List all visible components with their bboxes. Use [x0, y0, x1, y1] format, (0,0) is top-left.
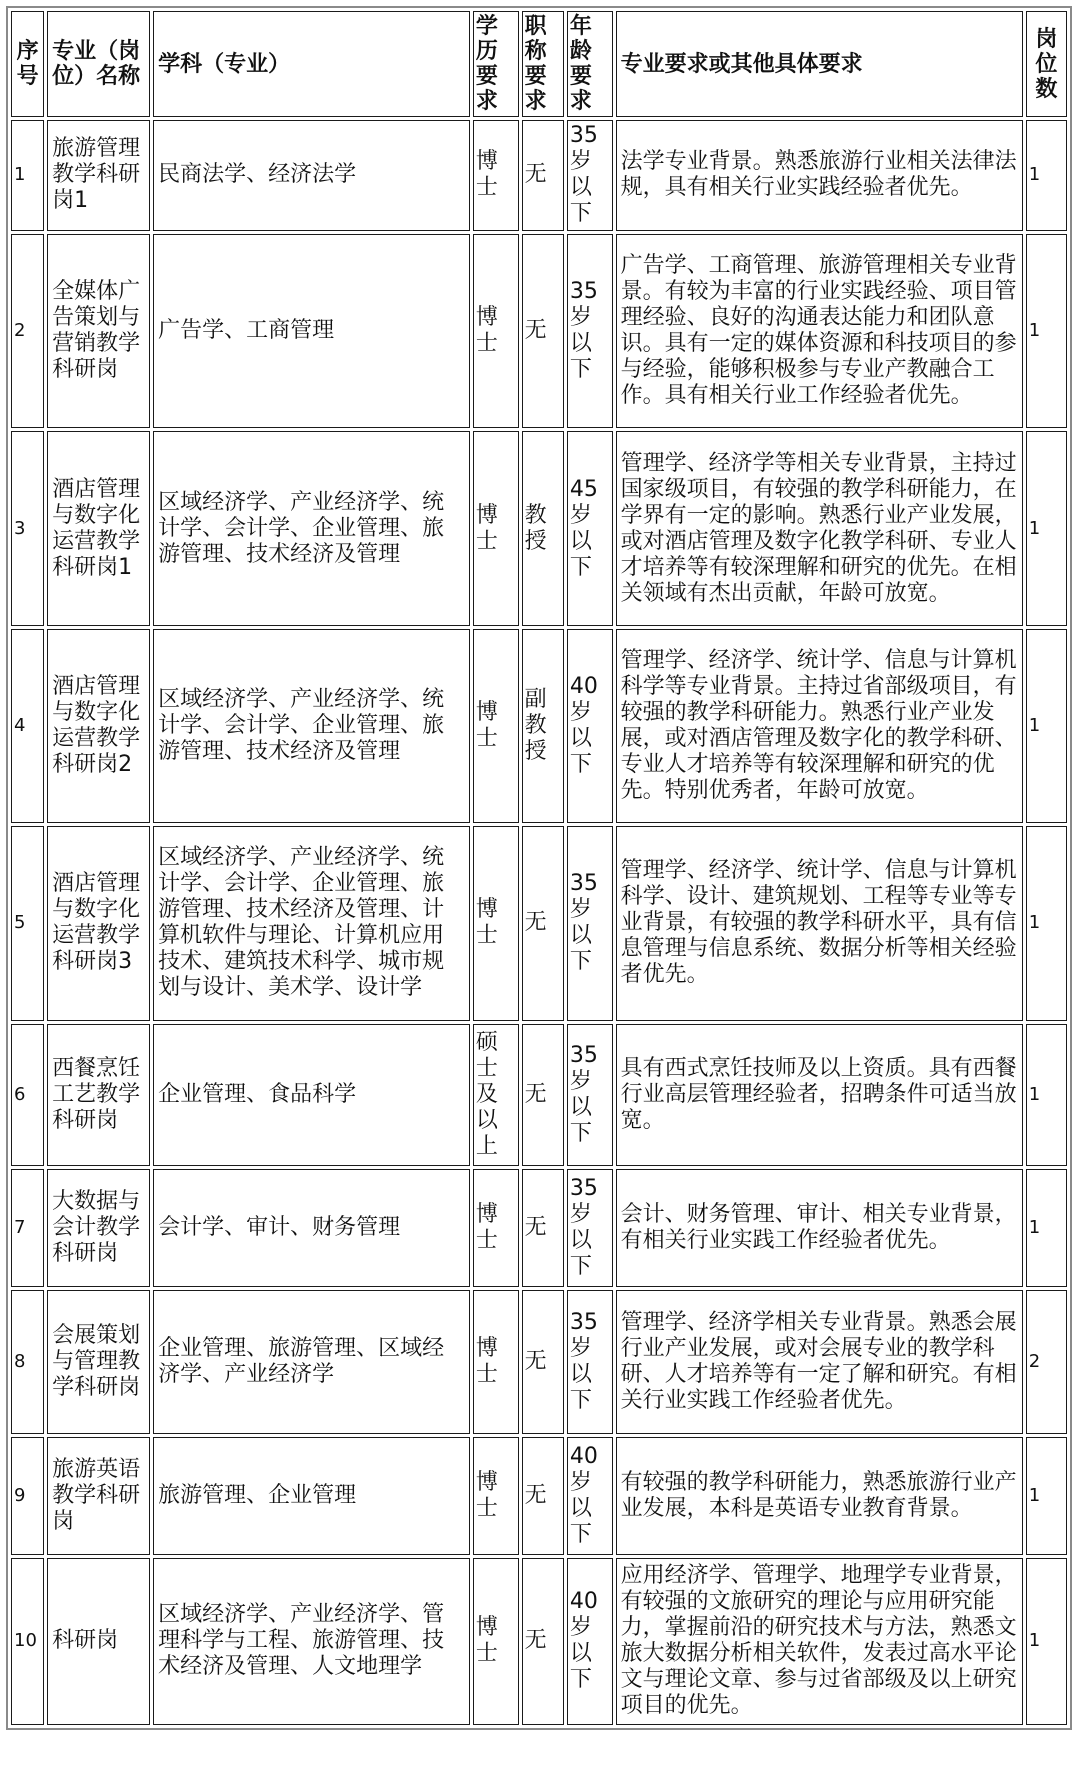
cell-no: 9 — [11, 1437, 44, 1555]
cell-count: 1 — [1026, 629, 1067, 823]
header-age: 年龄要求 — [567, 11, 613, 117]
cell-subject: 区域经济学、产业经济学、统计学、会计学、企业管理、旅游管理、技术经济及管理 — [153, 431, 470, 625]
header-name: 专业（岗位）名称 — [47, 11, 150, 117]
cell-no: 8 — [11, 1290, 44, 1434]
cell-name: 旅游英语教学科研岗 — [47, 1437, 150, 1555]
cell-count: 1 — [1026, 1437, 1067, 1555]
cell-age: 40岁以下 — [567, 1437, 613, 1555]
cell-requirements: 管理学、经济学相关专业背景。熟悉会展行业产业发展，或对会展专业的教学科研、人才培养等有一定了解和研究。有相关行业实践工作经验者优先。 — [616, 1290, 1023, 1434]
cell-requirements: 具有西式烹饪技师及以上资质。具有西餐行业高层管理经验者，招聘条件可适当放宽。 — [616, 1024, 1023, 1166]
cell-name: 酒店管理与数字化运营教学科研岗2 — [47, 629, 150, 823]
cell-age: 35岁以下 — [567, 1290, 613, 1434]
cell-age: 35岁以下 — [567, 826, 613, 1020]
cell-subject: 区域经济学、产业经济学、统计学、会计学、企业管理、旅游管理、技术经济及管理 — [153, 629, 470, 823]
table-row — [11, 234, 1067, 428]
cell-education: 博士 — [473, 826, 519, 1020]
cell-count: 1 — [1026, 234, 1067, 428]
cell-title: 副教授 — [522, 629, 564, 823]
cell-no: 7 — [11, 1169, 44, 1287]
cell-requirements: 管理学、经济学、统计学、信息与计算机科学等专业背景。主持过省部级项目，有较强的教学科研能力。熟悉行业产业发展，或对酒店管理及数字化的教学科研、专业人才培养等有较深理解和研究的优先。特别优秀者，年龄可放宽。 — [616, 629, 1023, 823]
cell-education: 博士 — [473, 1437, 519, 1555]
cell-age: 45岁以下 — [567, 431, 613, 625]
cell-title: 无 — [522, 826, 564, 1020]
cell-education: 博士 — [473, 1558, 519, 1725]
cell-title: 无 — [522, 234, 564, 428]
header-count: 岗位数 — [1026, 11, 1067, 117]
cell-name: 西餐烹饪工艺教学科研岗 — [47, 1024, 150, 1166]
cell-requirements: 管理学、经济学等相关专业背景，主持过国家级项目，有较强的教学科研能力，在学界有一定的影响。熟悉行业产业发展，或对酒店管理及数字化教学科研、专业人才培养等有较深理解和研究的优先。在相关领域有杰出贡献，年龄可放宽。 — [616, 431, 1023, 625]
table-row — [11, 1024, 1067, 1166]
cell-title: 无 — [522, 120, 564, 231]
cell-subject: 旅游管理、企业管理 — [153, 1437, 470, 1555]
cell-subject: 会计学、审计、财务管理 — [153, 1169, 470, 1287]
cell-count: 2 — [1026, 1290, 1067, 1434]
header-subject: 学科（专业） — [153, 11, 470, 117]
cell-requirements: 有较强的教学科研能力，熟悉旅游行业产业发展，本科是英语专业教育背景。 — [616, 1437, 1023, 1555]
cell-requirements: 应用经济学、管理学、地理学专业背景，有较强的文旅研究的理论与应用研究能力，掌握前沿的研究技术与方法，熟悉文旅大数据分析相关软件，发表过高水平论文与理论文章、参与过省部级及以上研究项目的优先。 — [616, 1558, 1023, 1725]
cell-subject: 企业管理、食品科学 — [153, 1024, 470, 1166]
cell-name: 全媒体广告策划与营销教学科研岗 — [47, 234, 150, 428]
cell-title: 无 — [522, 1024, 564, 1166]
cell-no: 10 — [11, 1558, 44, 1725]
cell-age: 40岁以下 — [567, 629, 613, 823]
cell-age: 35岁以下 — [567, 1024, 613, 1166]
cell-no: 3 — [11, 431, 44, 625]
cell-subject: 区域经济学、产业经济学、统计学、会计学、企业管理、旅游管理、技术经济及管理、计算机软件与理论、计算机应用技术、建筑技术科学、城市规划与设计、美术学、设计学 — [153, 826, 470, 1020]
cell-title: 教授 — [522, 431, 564, 625]
cell-subject: 民商法学、经济法学 — [153, 120, 470, 231]
cell-no: 6 — [11, 1024, 44, 1166]
cell-no: 2 — [11, 234, 44, 428]
table-row — [11, 1437, 1067, 1555]
table-row — [11, 1558, 1067, 1725]
cell-age: 35岁以下 — [567, 120, 613, 231]
cell-requirements: 法学专业背景。熟悉旅游行业相关法律法规，具有相关行业实践经验者优先。 — [616, 120, 1023, 231]
cell-age: 35岁以下 — [567, 1169, 613, 1287]
table-row — [11, 120, 1067, 231]
cell-count: 1 — [1026, 120, 1067, 231]
cell-name: 酒店管理与数字化运营教学科研岗3 — [47, 826, 150, 1020]
cell-education: 硕士及以上 — [473, 1024, 519, 1166]
cell-education: 博士 — [473, 1290, 519, 1434]
cell-subject: 广告学、工商管理 — [153, 234, 470, 428]
cell-name: 会展策划与管理教学科研岗 — [47, 1290, 150, 1434]
table-row — [11, 826, 1067, 1020]
cell-name: 大数据与会计教学科研岗 — [47, 1169, 150, 1287]
cell-subject: 区域经济学、产业经济学、管理科学与工程、旅游管理、技术经济及管理、人文地理学 — [153, 1558, 470, 1725]
cell-no: 4 — [11, 629, 44, 823]
cell-requirements: 广告学、工商管理、旅游管理相关专业背景。有较为丰富的行业实践经验、项目管理经验、良好的沟通表达能力和团队意识。具有一定的媒体资源和科技项目的参与经验，能够积极参与专业产教融合工作。具有相关行业工作经验者优先。 — [616, 234, 1023, 428]
header-requirements: 专业要求或其他具体要求 — [616, 11, 1023, 117]
cell-no: 5 — [11, 826, 44, 1020]
cell-name: 酒店管理与数字化运营教学科研岗1 — [47, 431, 150, 625]
cell-age: 40岁以下 — [567, 1558, 613, 1725]
cell-count: 1 — [1026, 826, 1067, 1020]
cell-education: 博士 — [473, 120, 519, 231]
cell-requirements: 管理学、经济学、统计学、信息与计算机科学、设计、建筑规划、工程等专业等专业背景，有较强的教学科研水平，具有信息管理与信息系统、数据分析等相关经验者优先。 — [616, 826, 1023, 1020]
cell-title: 无 — [522, 1437, 564, 1555]
table-row — [11, 629, 1067, 823]
cell-name: 科研岗 — [47, 1558, 150, 1725]
cell-education: 博士 — [473, 431, 519, 625]
cell-education: 博士 — [473, 1169, 519, 1287]
header-title: 职称要求 — [522, 11, 564, 117]
cell-count: 1 — [1026, 1558, 1067, 1725]
cell-requirements: 会计、财务管理、审计、相关专业背景，有相关行业实践工作经验者优先。 — [616, 1169, 1023, 1287]
cell-education: 博士 — [473, 629, 519, 823]
table-row — [11, 1169, 1067, 1287]
header-education: 学历要求 — [473, 11, 519, 117]
cell-count: 1 — [1026, 1169, 1067, 1287]
table-row — [11, 431, 1067, 625]
cell-subject: 企业管理、旅游管理、区域经济学、产业经济学 — [153, 1290, 470, 1434]
table-row — [11, 1290, 1067, 1434]
cell-title: 无 — [522, 1558, 564, 1725]
cell-no: 1 — [11, 120, 44, 231]
cell-title: 无 — [522, 1290, 564, 1434]
cell-title: 无 — [522, 1169, 564, 1287]
cell-name: 旅游管理教学科研岗1 — [47, 120, 150, 231]
header-no: 序号 — [11, 11, 44, 117]
table-header-row — [11, 11, 1067, 117]
cell-age: 35岁以下 — [567, 234, 613, 428]
cell-education: 博士 — [473, 234, 519, 428]
cell-count: 1 — [1026, 431, 1067, 625]
cell-count: 1 — [1026, 1024, 1067, 1166]
job-table — [8, 8, 1070, 1728]
job-table-container — [6, 6, 1072, 1730]
